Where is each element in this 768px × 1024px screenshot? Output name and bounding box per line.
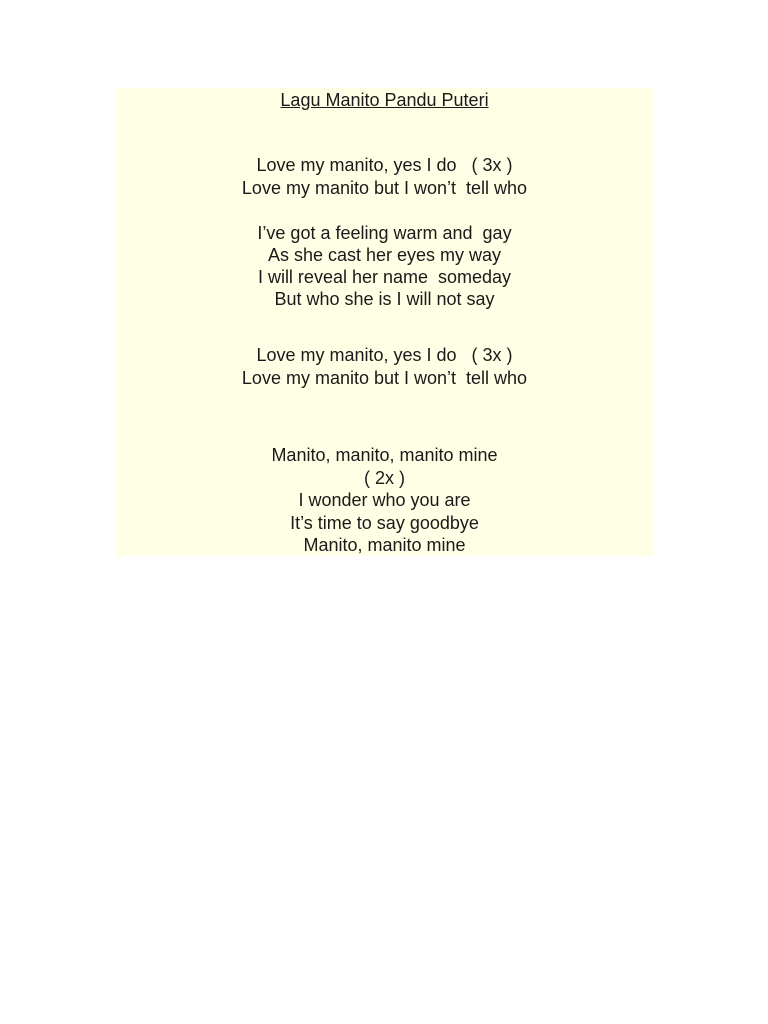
verse3-line2: Love my manito but I won’t tell who — [241, 368, 528, 388]
verse4-line3: I wonder who you are — [298, 490, 471, 510]
verse1-line2: Love my manito but I won’t tell who — [241, 178, 528, 198]
lyrics-panel — [116, 88, 653, 556]
song-title: Lagu Manito Pandu Puteri — [280, 90, 489, 110]
verse2-line4: But who she is I will not say — [274, 289, 495, 309]
verse4-line1: Manito, manito, manito mine — [271, 445, 498, 465]
verse2-line3: I will reveal her name someday — [257, 267, 512, 287]
verse4-line2: ( 2x ) — [363, 468, 405, 488]
verse1-line1: Love my manito, yes I do ( 3x ) — [256, 155, 513, 175]
verse4-line5: Manito, manito mine — [303, 535, 466, 555]
verse3-line1: Love my manito, yes I do ( 3x ) — [256, 345, 513, 365]
verse2-line2: As she cast her eyes my way — [267, 245, 502, 265]
verse4-line4: It’s time to say goodbye — [290, 513, 479, 533]
verse2-line1: I’ve got a feeling warm and gay — [257, 223, 512, 243]
